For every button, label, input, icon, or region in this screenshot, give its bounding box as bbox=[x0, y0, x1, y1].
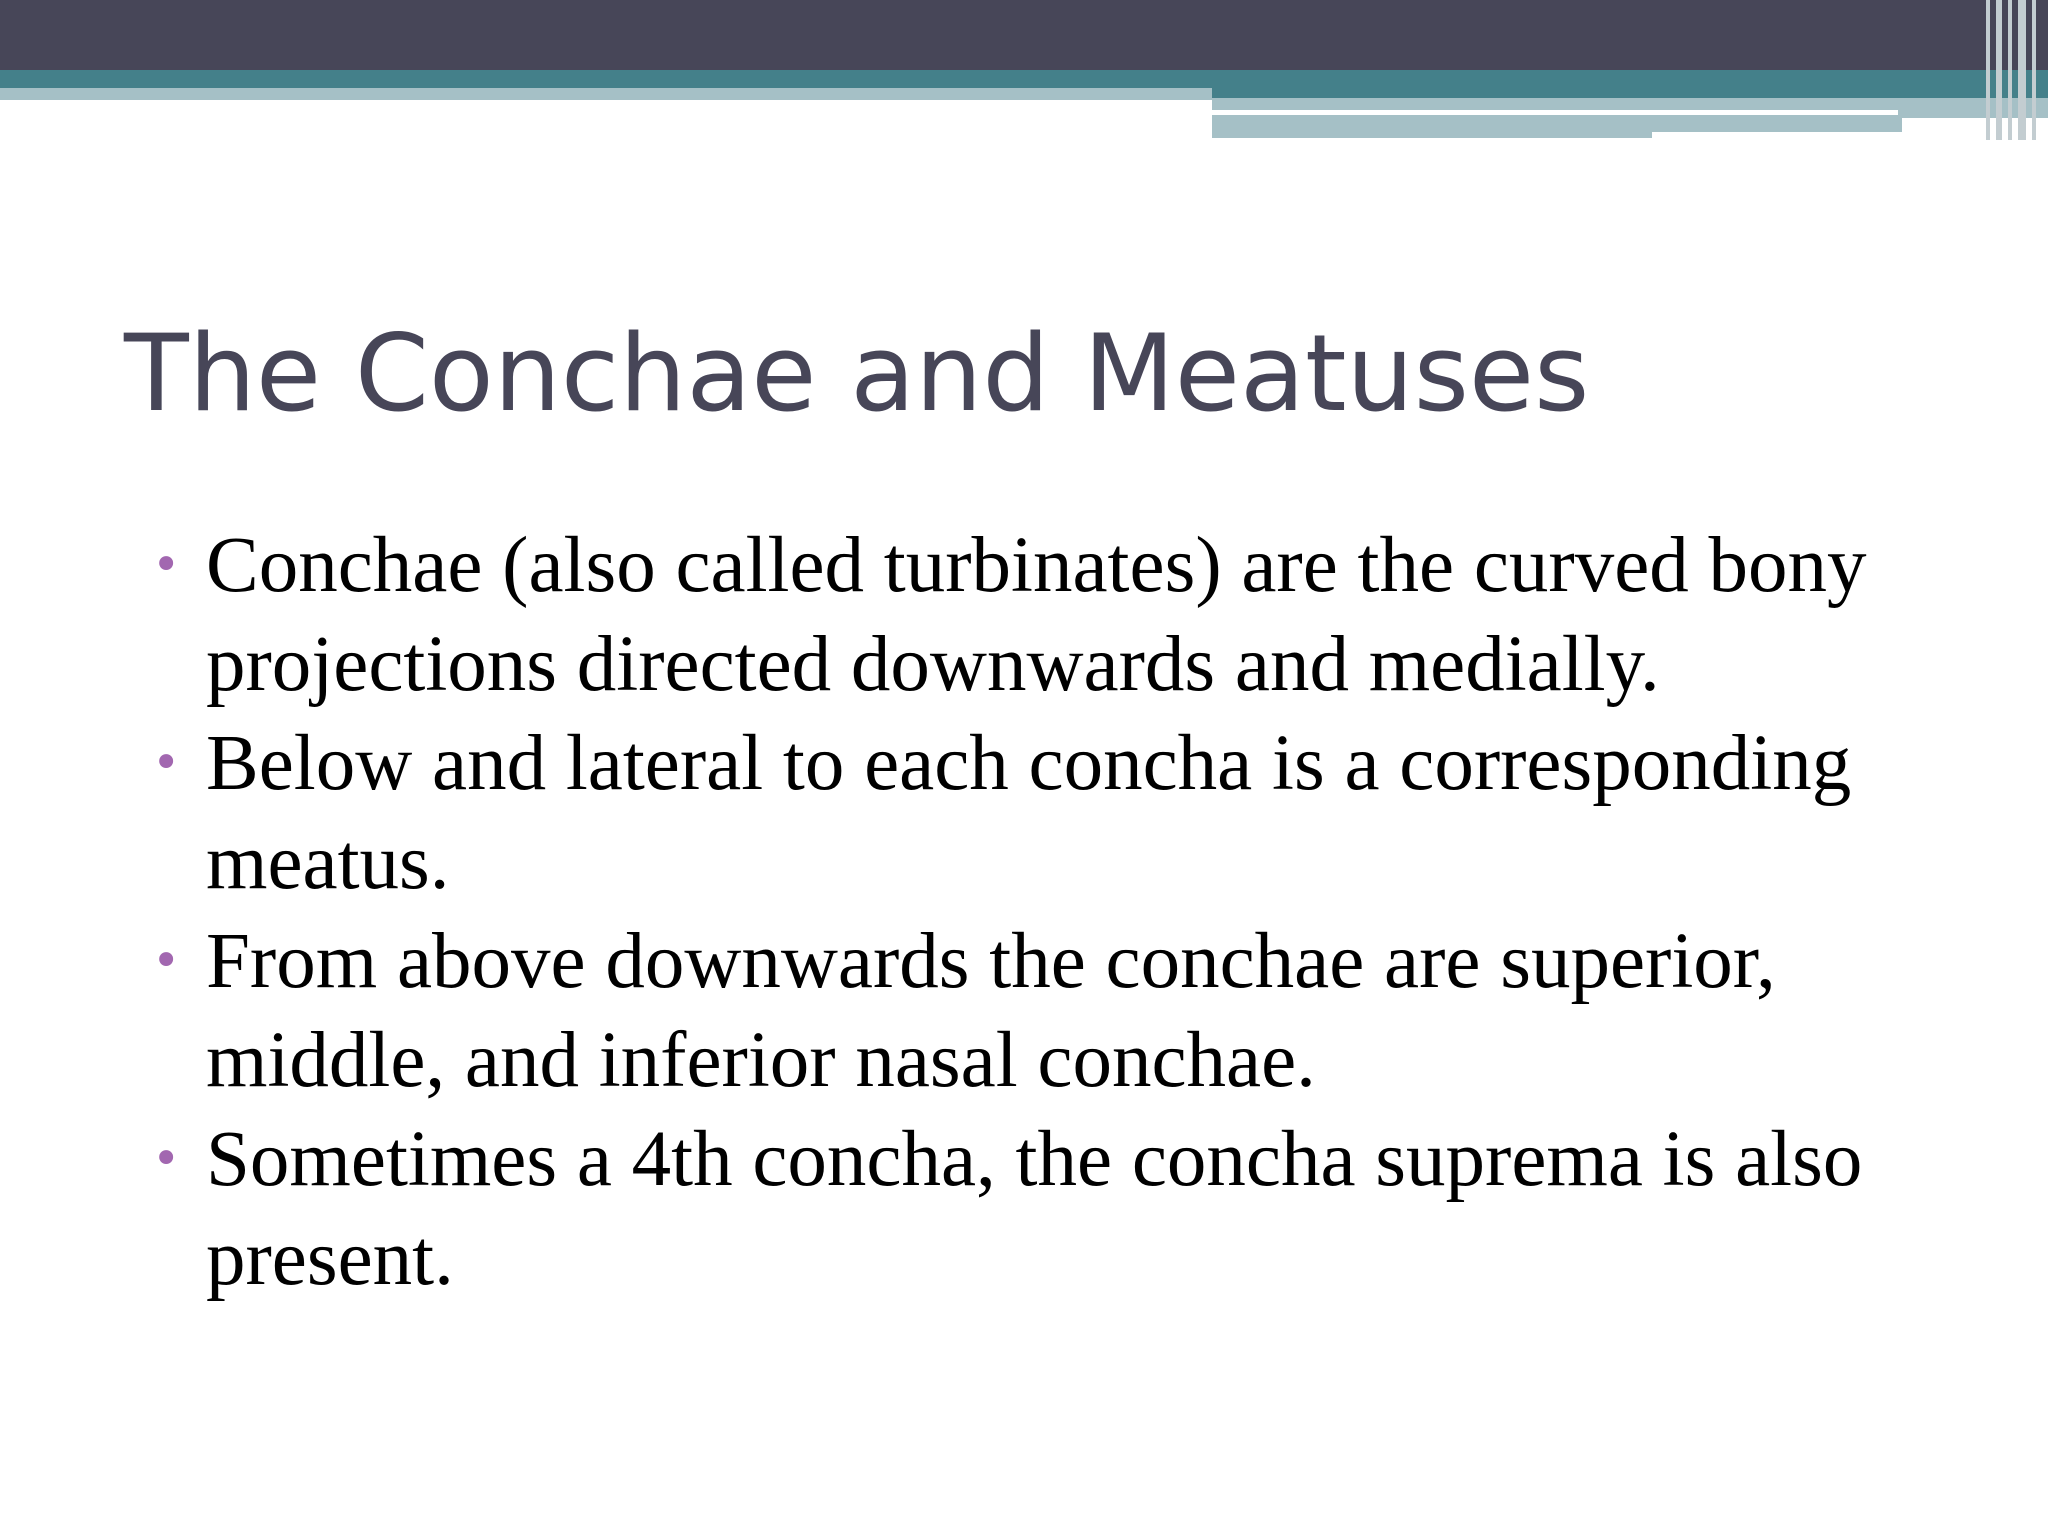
bullet-list bbox=[142, 516, 2002, 1308]
header-stripe bbox=[2018, 0, 2026, 140]
bullet-marker: • bbox=[152, 933, 181, 989]
bullet-text: Sometimes a 4th concha, the concha suprema is also present. bbox=[206, 1116, 1863, 1302]
bullet-item bbox=[142, 1110, 2002, 1308]
header-stripe bbox=[2032, 0, 2036, 140]
bullet-item bbox=[142, 912, 2002, 1110]
header-stripe bbox=[2008, 0, 2012, 140]
bullet-marker: • bbox=[152, 537, 181, 593]
bullet-text: From above downwards the conchae are superior, middle, and inferior nasal conchae. bbox=[206, 918, 1776, 1104]
bullet-text: Below and lateral to each concha is a corresponding meatus. bbox=[206, 720, 1852, 906]
header-band-teal-right bbox=[1212, 88, 2048, 98]
header-band-light-low bbox=[1212, 118, 1652, 138]
header-stripe bbox=[1986, 0, 1990, 140]
slide-title: The Conchae and Meatuses bbox=[124, 312, 1590, 435]
header-band-light-left bbox=[0, 88, 1212, 100]
header-white-line bbox=[1212, 110, 1898, 115]
bullet-item bbox=[142, 714, 2002, 912]
bullet-item bbox=[142, 516, 2002, 714]
header-stripe bbox=[1996, 0, 2002, 140]
header-band-light-right bbox=[1212, 98, 2048, 118]
header-band-light-low-2 bbox=[1652, 118, 1902, 132]
bullet-text: Conchae (also called turbinates) are the curved bony projections directed downwards and medially. bbox=[206, 522, 1867, 708]
bullet-marker: • bbox=[152, 1131, 181, 1187]
header-band-dark bbox=[0, 0, 2048, 70]
bullet-marker: • bbox=[152, 735, 181, 791]
header-band-teal bbox=[0, 70, 2048, 88]
